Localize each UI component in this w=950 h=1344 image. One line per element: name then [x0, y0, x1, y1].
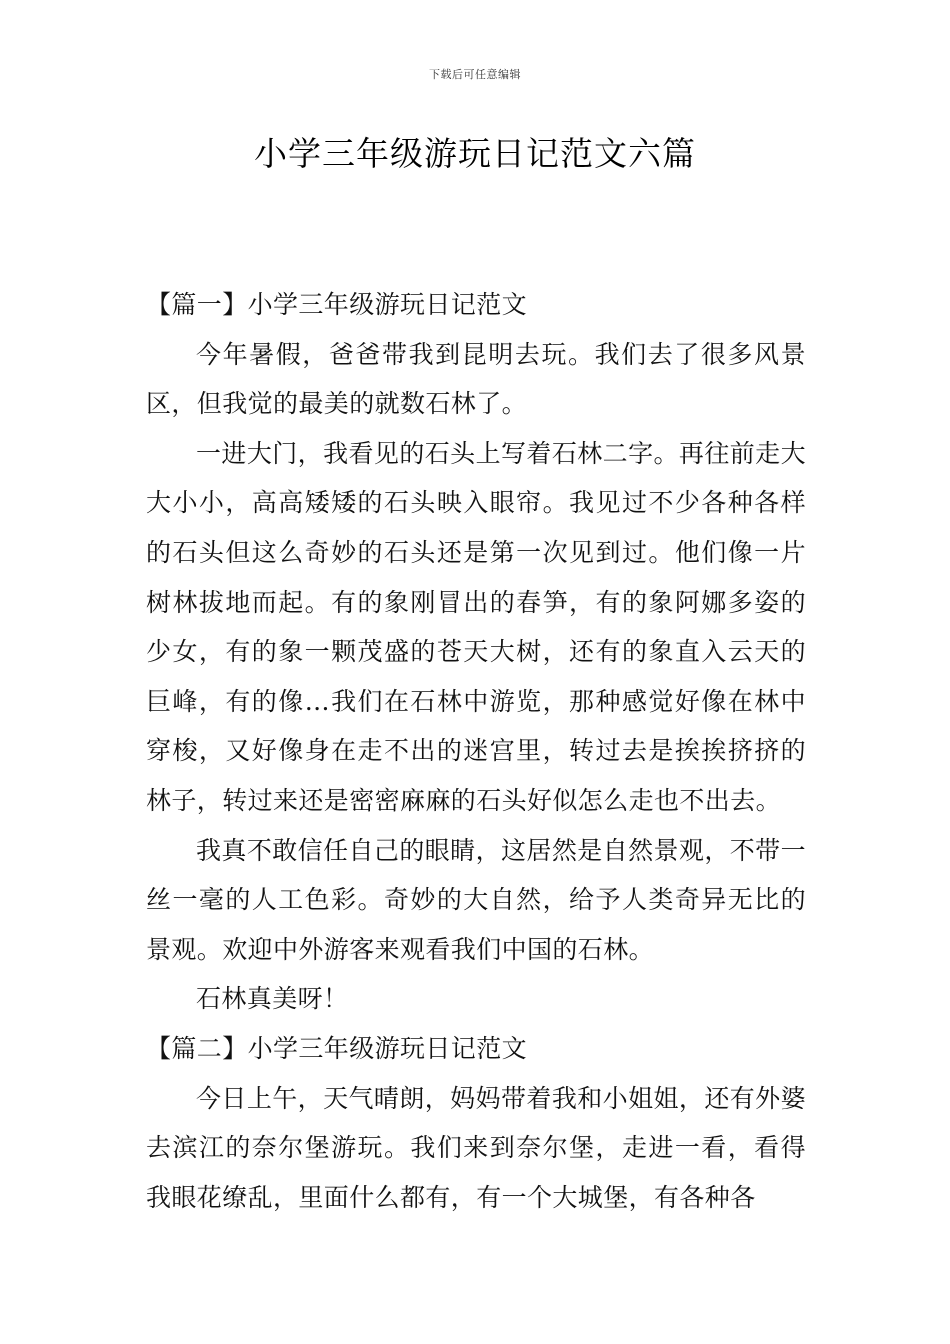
section-2	[146, 1024, 806, 1222]
paragraph: 今年暑假，爸爸带我到昆明去玩。我们去了很多风景区，但我觉的最美的就数石林了。	[146, 339, 806, 419]
paragraph: 一进大门，我看见的石头上写着石林二字。再往前走大大小小，高高矮矮的石头映入眼帘。我见过不少各种各样的石头但这么奇妙的石头还是第一次见到过。他们像一片树林拔地而起。有的象刚冒出的春笋，有的象阿娜多姿的少女，有的象一颗茂盛的苍天大树，还有的象直入云天的巨峰，有的像…我们在石林中游览，那种感觉好像在林中穿梭，又好像身在走不出的迷宫里，转过去是挨挨挤挤的林子，转过来还是密密麻麻的石头好似怎么走也不出去。	[146, 438, 806, 815]
document-title: 小学三年级游玩日记范文六篇	[254, 134, 696, 173]
paragraph: 石林真美呀！	[196, 984, 349, 1014]
paragraph: 我真不敢信任自己的眼睛，这居然是自然景观，不带一丝一毫的人工色彩。奇妙的大自然，给予人类奇异无比的景观。欢迎中外游客来观看我们中国的石林。	[146, 835, 806, 964]
paragraph: 今日上午，天气晴朗，妈妈带着我和小姐姐，还有外婆去滨江的奈尔堡游玩。我们来到奈尔堡，走进一看，看得我眼花缭乱，里面什么都有，有一个大城堡，有各种各	[146, 1083, 806, 1212]
section-1	[146, 280, 806, 1024]
section-heading: 【篇二】小学三年级游玩日记范文	[146, 1033, 528, 1063]
document-body	[146, 280, 806, 1222]
section-heading: 【篇一】小学三年级游玩日记范文	[146, 290, 528, 319]
header-note: 下载后可任意编辑	[429, 68, 521, 81]
